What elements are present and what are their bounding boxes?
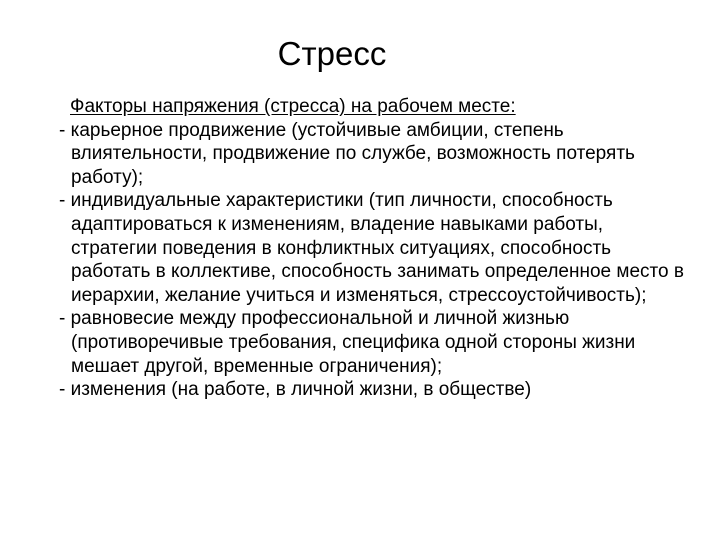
list-item-career: - карьерное продвижение (устойчивые амбиции, степень влиятельности, продвижение по службе, возможность потерять работу); <box>59 119 635 188</box>
slide-title: Стресс <box>277 35 387 72</box>
section-heading: Факторы напряжения (стресса) на рабочем месте: <box>70 96 516 117</box>
list-item-work-life-balance: - равновесие между профессиональной и личной жизнью (противоречивые требования, специфика одной стороны жизни мешает другой, временные ограничения); <box>59 308 636 377</box>
list-item-individual: - индивидуальные характеристики (тип личности, способность адаптироваться к изменениям, владение навыками работы, стратегии поведения в конфликтных ситуациях, способность работать в коллективе, способность занимать определенное место в иерархии, желание учиться и изменяться, стрессоустойчивость); <box>59 190 684 306</box>
slide-body <box>47 95 687 402</box>
list-item-changes: - изменения (на работе, в личной жизни, в обществе) <box>59 379 532 401</box>
